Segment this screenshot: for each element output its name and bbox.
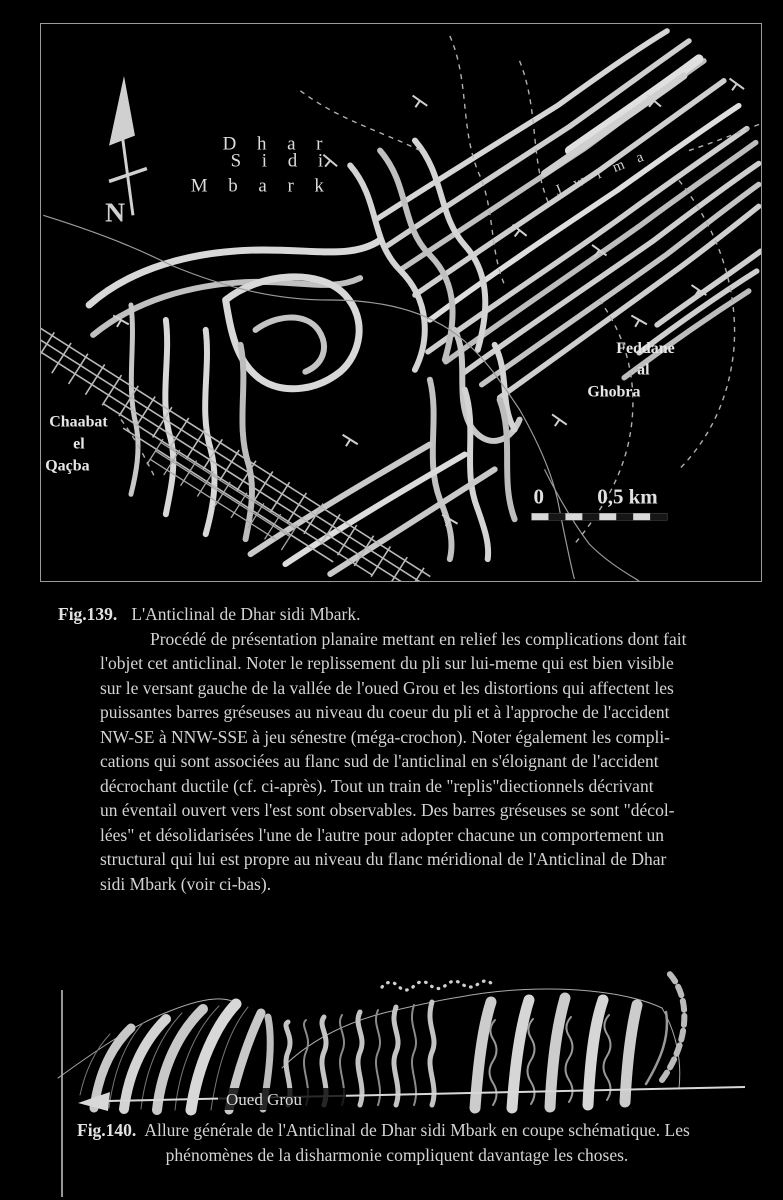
river-label: Oued Grou [226, 1090, 303, 1109]
caption-line: Procédé de présentation planaire mettant en relief les complications dont fait [150, 628, 687, 649]
caption-line: l'objet cet anticlinal. Noter le replissement du pli sur lui-meme qui est bien visible [100, 653, 674, 673]
scale-bar [532, 484, 668, 520]
dotted-wavy-line [382, 981, 492, 990]
fig139-caption [58, 602, 713, 896]
caption-line: structural qui lui est propre au niveau du flanc méridional de l'Anticlinal de Dhar [100, 849, 667, 869]
caption-line: cations qui sont associées au flanc sud de l'anticlinal en s'éloignant de l'accident [100, 751, 659, 771]
caption-line: sidi Mbark (voir ci-bas). [100, 873, 272, 894]
map-label-mbark: M b a r k [190, 175, 332, 197]
fig139-caption-titleline [58, 602, 713, 627]
map-label-qacba: Qaçba [45, 457, 90, 475]
map-figure-frame [40, 23, 762, 582]
scale-zero-label: 0 [533, 484, 544, 509]
map-label-dhar: D h a r [222, 133, 331, 155]
map-label-chaabat-1: Chaabat [49, 413, 108, 431]
caption-line: décrochant ductile (cf. ci-après). Tout un train de "replis"diectionnels décrivant [100, 775, 654, 796]
fig139-title: L'Anticlinal de Dhar sidi Mbark. [131, 604, 361, 624]
strike-dip-icons [109, 79, 744, 531]
thick-bands [460, 970, 684, 1108]
map-label-feddane-1: Feddane [616, 339, 675, 357]
map-label-jwima: J w i m a [552, 147, 651, 200]
scale-distance-label: 0,5 km [597, 484, 658, 509]
caption-line: lées" et désolidarisées l'une de l'autre pour adopter chacune un comportement un [100, 824, 665, 845]
fig140-number: Fig.140. [77, 1120, 137, 1140]
map-label-feddane-2: al [637, 361, 650, 379]
map-label-ghobra: Ghobra [587, 383, 641, 401]
hatched-band [41, 322, 437, 581]
fig139-caption-body [100, 627, 713, 897]
anticline-map [41, 24, 761, 581]
map-label-chaabat-2: el [73, 435, 85, 453]
fig140-text-1: Allure générale de l'Anticlinal de Dhar sidi Mbark en coupe schématique. Les [144, 1120, 690, 1140]
caption-line: puissantes barres gréseuses au niveau du coeur du pli et à l'approche de l'accident [100, 702, 670, 722]
map-label-sidi: S i d i [230, 150, 332, 172]
fig140-caption-line1 [77, 1118, 717, 1143]
fig140-text-2: phénomènes de la disharmonie compliquent davantage les choses. [165, 1145, 629, 1165]
caption-line: sur le versant gauche de la vallée de l'oued Grou et les distortions qui affectent les [100, 677, 674, 698]
fig139-number: Fig.139. [58, 604, 118, 624]
fig140-caption [77, 1118, 717, 1168]
north-label: N [105, 197, 126, 229]
caption-line: un éventail ouvert vers l'est sont observables. Des barres gréseuses se sont "décol- [100, 800, 675, 820]
caption-line: NW-SE à NNW-SSE à jeu sénestre (méga-crochon). Noter également les compli- [100, 726, 671, 747]
fold-nose-lines [89, 240, 380, 539]
north-arrow-icon [105, 76, 147, 228]
ridge-lines-ne [378, 31, 761, 398]
